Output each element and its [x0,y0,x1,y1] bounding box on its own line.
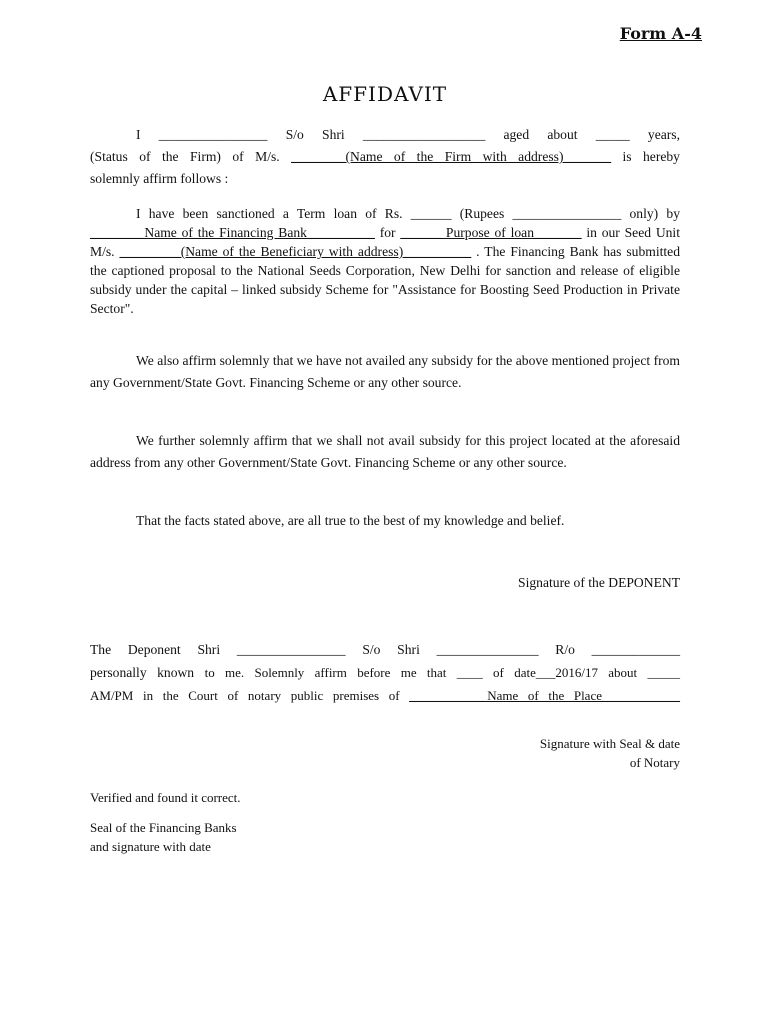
bank-name-blank: ________Name of the Financing Bank__________ [90,225,375,240]
hereby-text: is hereby [611,149,680,164]
seed-unit-text: in our Seed Unit M/s. [90,225,680,259]
personally-known-text: personally known [90,665,205,680]
form-number: Form A-4 [619,24,702,43]
loan-text-a: I have been sanctioned a Term loan of Rs. ______ (Rupees ________________ only) by [136,206,680,221]
notary-signature-line-1: Signature with Seal & date [539,736,680,751]
loan-text-rest: . The Financing Bank has submitted the captioned proposal to the National Seeds Corporation, New Delhi for sanction and release of eligible subsidy under the capital – linked subsidy Scheme for "Assistance for Boosting Seed Production in Private Sector". [90,244,681,316]
notary-line-3 [90,684,680,707]
intro-line-3: solemnly affirm follows : [90,171,229,186]
no-subsidy-future-paragraph: We further solemnly affirm that we shall not avail subsidy for this project located at the aforesaid address from any other Government/State Govt. Financing Scheme or any other source. [90,433,680,470]
loan-paragraph [90,204,680,318]
beneficiary-blank: _________(Name of the Beneficiary with address)__________ [119,244,472,259]
seal-line-2: and signature with date [90,839,211,854]
firm-name-blank: ________(Name of the Firm with address)_______ [291,149,612,164]
deponent-signature-label: Signature of the DEPONENT [518,575,680,590]
affirm-date-text: to me. Solemnly affirm before me that ____ of date___2016/17 about _____ [204,665,680,680]
intro-line-1: I ________________ S/o Shri __________________ aged about _____ years, [136,127,680,142]
loan-purpose-blank: ______ Purpose of loan_______ [400,225,582,240]
notary-line-1: The Deponent Shri ________________ S/o Shri _______________ R/o _____________ [90,642,680,657]
intro-paragraph [90,124,680,190]
notary-line-2 [90,661,680,684]
document-title: AFFIDAVIT [322,82,448,106]
notary-paragraph [90,638,680,707]
firm-status-text: (Status of the Firm) of M/s. [90,149,292,164]
notary-signature-line-2: of Notary [629,755,680,770]
seal-line-1: Seal of the Financing Banks [90,820,237,835]
facts-true-paragraph: That the facts stated above, are all true to the best of my knowledge and belief. [136,513,565,528]
no-subsidy-availed-paragraph: We also affirm solemnly that we have not availed any subsidy for the above mentioned project from any Government/State Govt. Financing Scheme or any other source. [90,353,680,390]
verified-statement: Verified and found it correct. [90,790,241,805]
court-premises-text: AM/PM in the Court of notary public premises of [90,688,410,703]
place-name-blank: ____________Name of the Place____________ [409,688,680,703]
loan-text-for: for [374,225,401,240]
intro-line-2 [90,146,680,168]
seal-block [90,818,390,856]
notary-signature-block [90,734,680,772]
